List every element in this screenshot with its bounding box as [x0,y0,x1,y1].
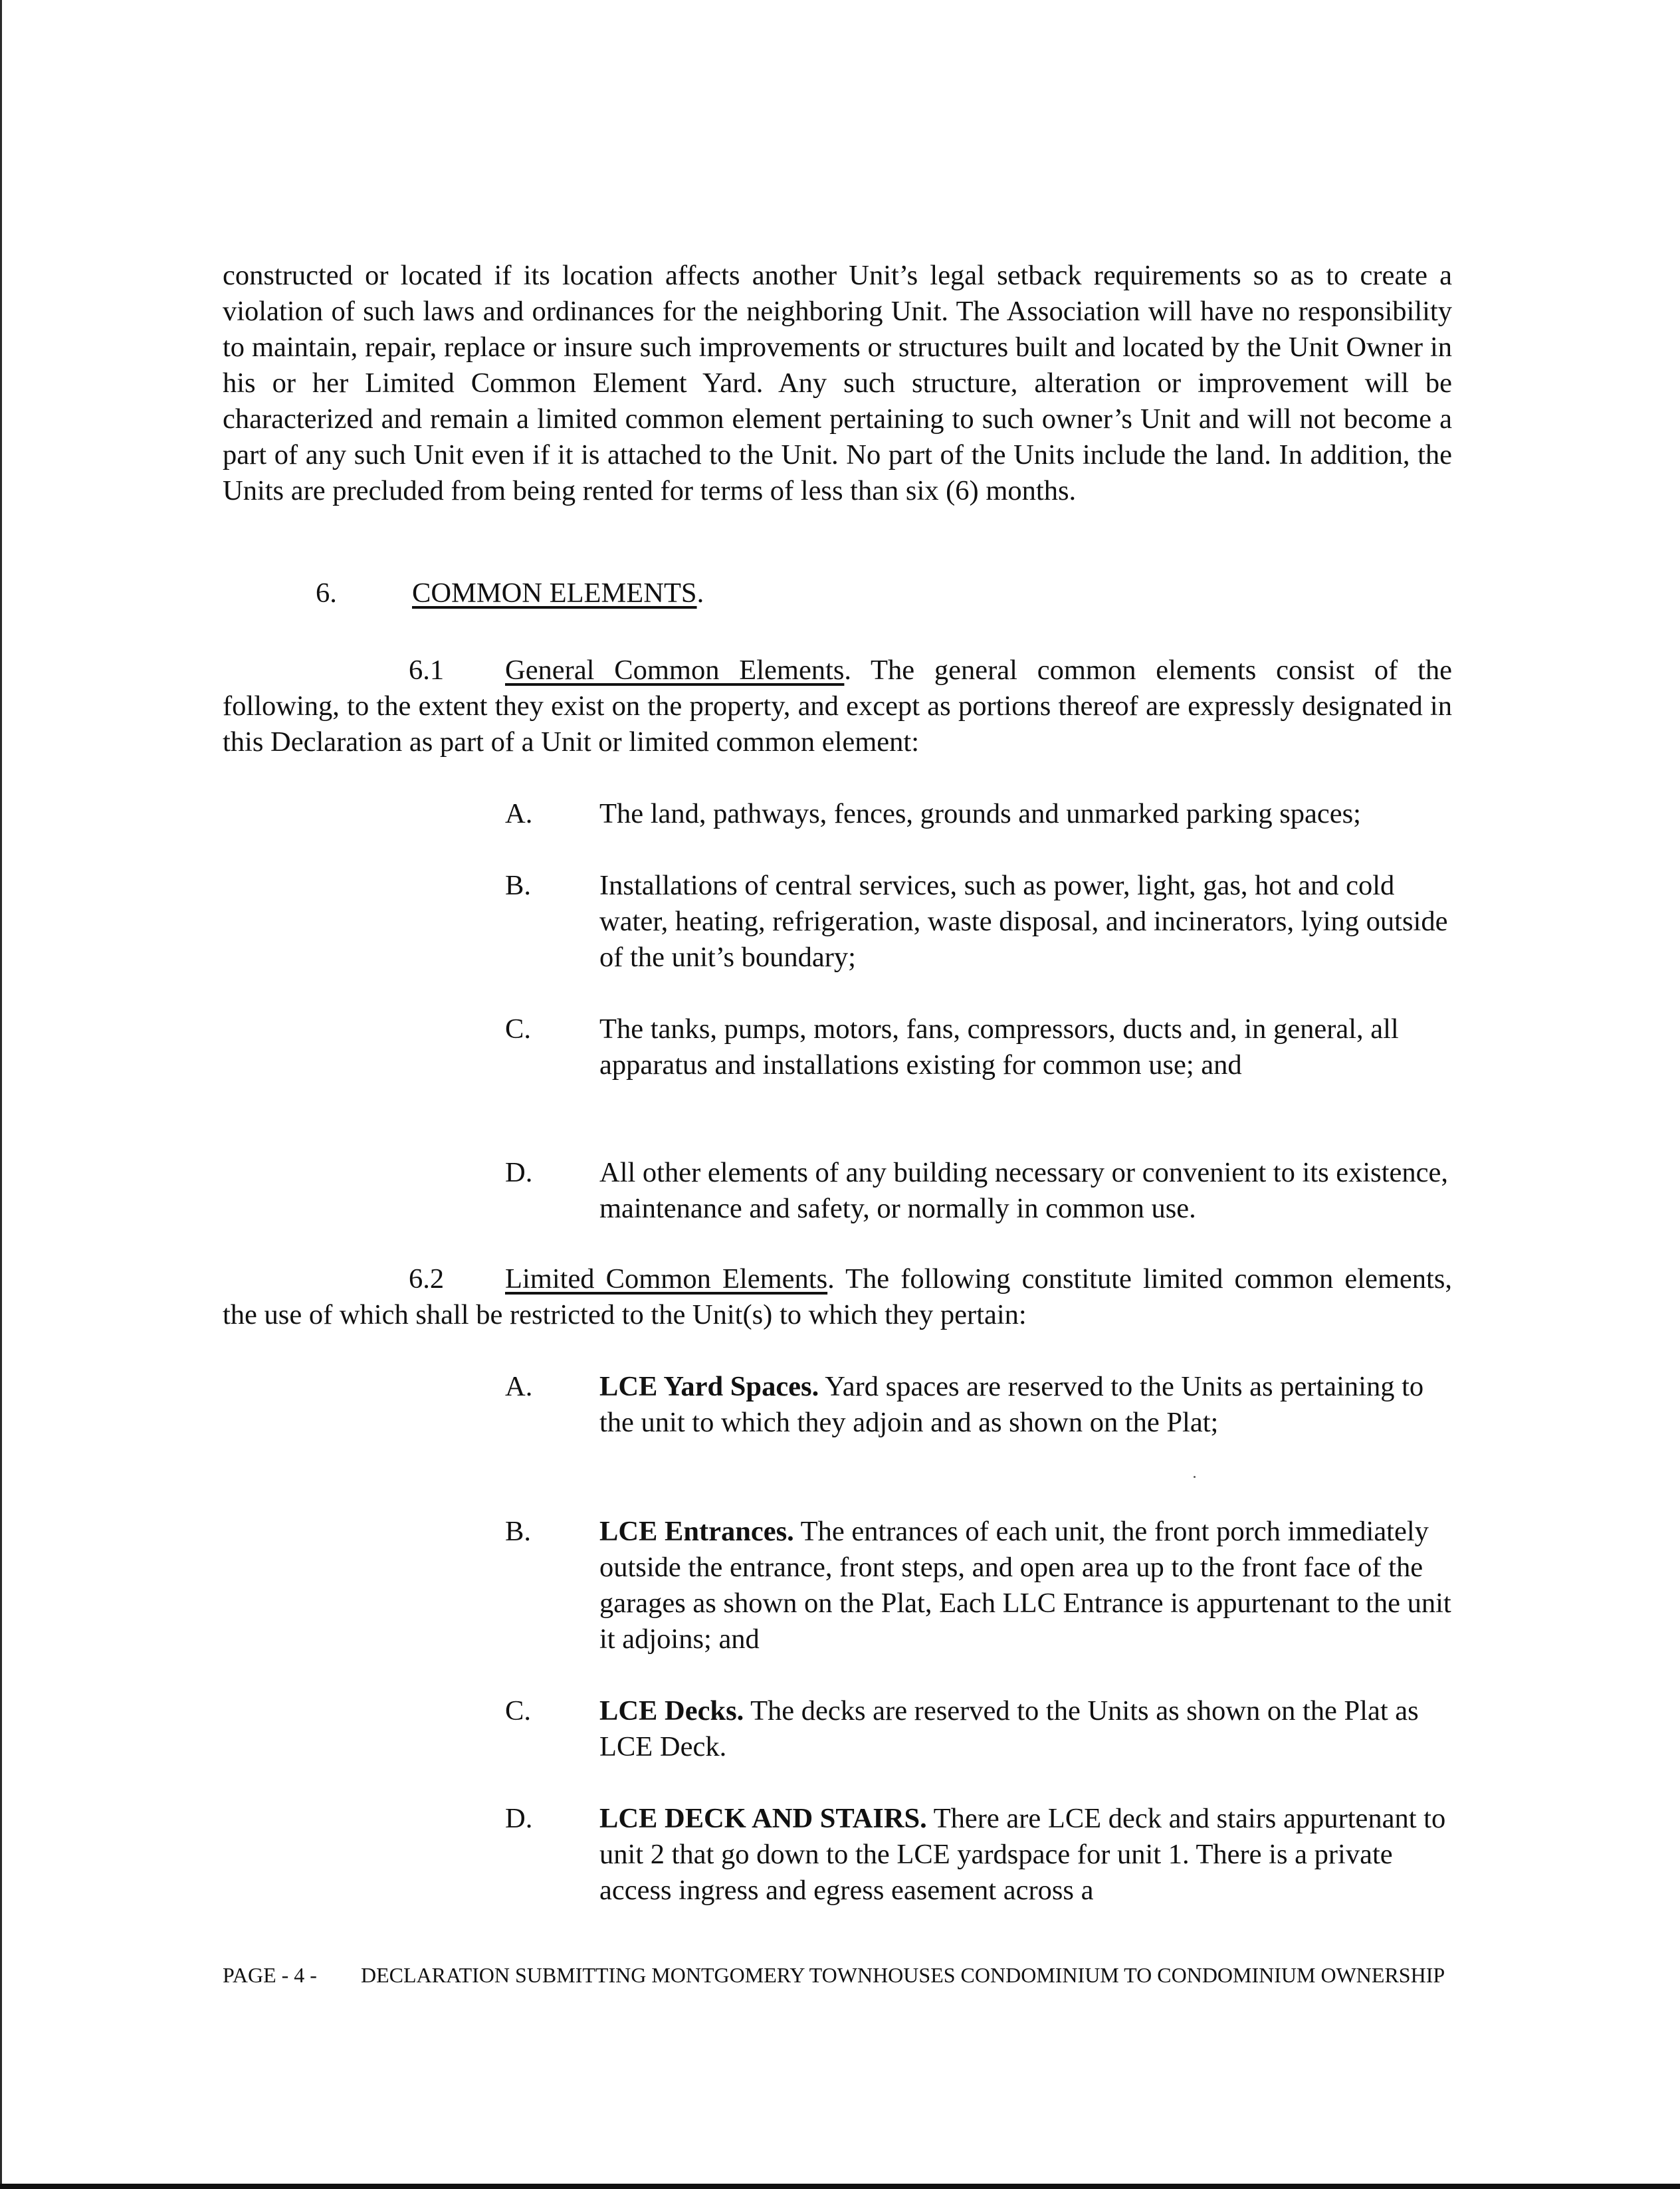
item-letter: C. [505,1695,531,1726]
continuation-paragraph [223,258,1452,509]
section-6-title: COMMON ELEMENTS [412,577,697,609]
item-label: LCE Entrances. [599,1516,794,1547]
section-6-1-intro: . The general common elements consist of the following, to the extent they exist on the property, and except as portions thereof are expressly designated in this Declaration as part of a Unit or limited common element: [223,655,1453,758]
item-text: The tanks, pumps, motors, fans, compressors, ducts and, in general, all apparatus and installations existing for common use; and [599,1013,1399,1081]
section-6-title-suffix: . [696,577,704,609]
section-6-1-paragraph [223,653,1452,760]
item-letter: D. [505,1803,533,1834]
item-text: Yard spaces are reserved to the Units as pertaining to the unit to which they adjoin and as shown on the Plat; [599,1371,1424,1438]
item-letter: A. [505,798,533,829]
item-label: LCE Decks. [599,1695,744,1726]
section-6-number: 6. [316,577,337,609]
item-letter: B. [505,1516,531,1547]
item-label: LCE DECK AND STAIRS. [599,1803,927,1834]
item-text: There are LCE deck and stairs appurtenant to unit 2 that go down to the LCE yardspace for unit 1. There is a private access ingress and egress easement across a [599,1803,1446,1906]
continuation-text: constructed or located if its location affects another Unit’s legal setback requirements so as to create a violation of such laws and ordinances for the neighboring Unit. The Association will have no responsibility to maintain, repair, replace or insure such improvements or structures built and located by the Unit Owner in his or her Limited Common Element Yard. Any such structure, alteration or improvement will be characterized and remain a limited common element pertaining to such owner’s Unit and will not become a part of any such Unit even if it is attached to the Unit. No part of the Units include the land. In addition, the Units are precluded from being rented for terms of less than six (6) months. [223,260,1452,506]
item-letter: B. [505,870,531,901]
section-6-2-intro: . The following constitute limited common elements, the use of which shall be restricted to the Unit(s) to which they pertain: [223,1263,1452,1330]
item-text: The land, pathways, fences, grounds and unmarked parking spaces; [599,798,1361,829]
item-text: All other elements of any building necessary or convenient to its existence, maintenance and safety, or normally in common use. [599,1157,1448,1224]
section-6-1-title: General Common Elements [505,655,845,686]
item-text: Installations of central services, such as power, light, gas, hot and cold water, heating, refrigeration, waste disposal, and incinerators, lying outside of the unit’s boundary; [599,870,1448,973]
scan-bottom-edge [0,2184,1680,2189]
item-letter: D. [505,1157,533,1188]
item-letter: C. [505,1013,531,1045]
item-text: The decks are reserved to the Units as shown on the Plat as LCE Deck. [599,1695,1419,1762]
section-6-1-number: 6.1 [409,655,445,686]
document-title: DECLARATION SUBMITTING MONTGOMERY TOWNHOUSES CONDOMINIUM TO CONDOMINIUM OWNERSHIP [361,1963,1445,1987]
section-6-2-paragraph [223,1261,1452,1333]
page-number: PAGE - 4 - [223,1963,317,1987]
scan-left-edge [0,0,2,2189]
section-6-heading [316,575,704,611]
item-label: LCE Yard Spaces. [599,1371,819,1402]
section-6-2-title: Limited Common Elements [505,1263,828,1295]
item-letter: A. [505,1371,533,1402]
item-text: The entrances of each unit, the front porch immediately outside the entrance, front steps, and open area up to the front face of the garages as shown on the Plat, Each LLC Entrance is appurtenant to the unit it adjoins; and [599,1516,1451,1655]
section-6-2-number: 6.2 [409,1263,445,1295]
scan-speck [1194,1476,1196,1478]
